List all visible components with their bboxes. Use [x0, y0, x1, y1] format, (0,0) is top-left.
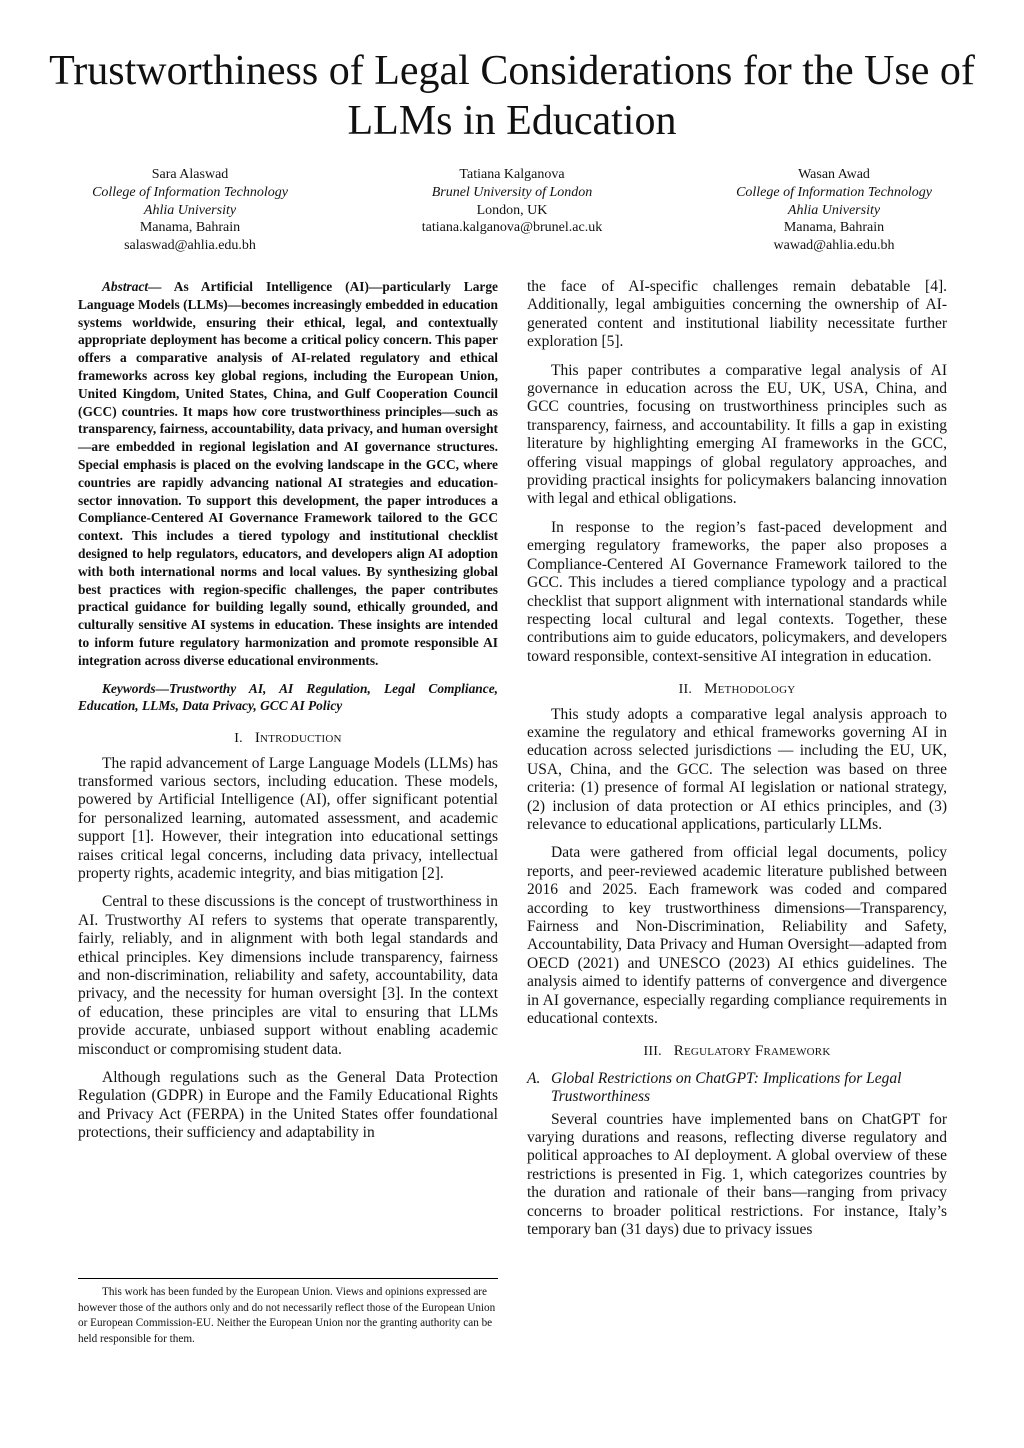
author-location: Manama, Bahrain [139, 220, 241, 236]
author-affiliation: Ahlia University [143, 202, 237, 218]
paragraph: Central to these discussions is the concept of trustworthiness in AI. Trustworthy AI refers to systems that operate transparently, fairly, reliably, and in alignment with both legal standards and ethical principles. Key dimensions include transparency, fairness and non-discrimination, reliability and safety, accountability, data privacy, and the necessity for human oversight [3]. In the context of education, these principles are vital to ensuring that LLMs provide accurate, unbiased support without enabling academic misconduct or compromising student data. [78, 893, 498, 1058]
author-1 [40, 166, 340, 255]
author-block [40, 166, 984, 255]
abstract-text: As Artificial Intelligence (AI)—particularly Large Language Models (LLMs)—becomes increasingly embedded in education systems worldwide, ensuring their ethical, legal, and contextually appropriate deployment has become a critical policy concern. This paper offers a comparative analysis of AI-related regulatory and ethical frameworks across key global regions, including the European Union, United Kingdom, United States, China, and Gulf Cooperation Council (GCC) countries. It maps how core trustworthiness principles—such as transparency, fairness, accountability, data privacy, and human oversight—are embedded in regional legislation and AI governance structures. Special emphasis is placed on the evolving landscape in the GCC, where countries are rapidly advancing national AI strategies and education-sector innovation. To support this development, the paper introduces a Compliance-Centered AI Governance Framework tailored to the GCC context. This includes a tiered typology and institutional checklist designed to help regulators, educators, and developers align AI adoption with both international norms and local values. By synthesizing global best practices with region-specific challenges, the paper contributes practical guidance for building legally sound, ethically grounded, and culturally sensitive AI systems in education. These insights are intended to inform future regulatory harmonization and promote responsible AI integration across diverse educational environments. [78, 279, 498, 668]
author-location: Manama, Bahrain [783, 220, 885, 236]
author-name: Sara Alaswad [151, 167, 229, 182]
author-affiliation: College of Information Technology [736, 184, 932, 200]
section-name: Introduction [254, 730, 342, 747]
author-name: Wasan Awad [798, 167, 870, 182]
right-column [527, 278, 947, 1240]
paragraph: Although regulations such as the General Data Protection Regulation (GDPR) in Europe and the Family Educational Rights and Privacy Act (FERPA) in the United States offer foundational protections, their sufficiency and adaptability in [78, 1069, 498, 1142]
keywords-text: Trustworthy AI, AI Regulation, Legal Compliance, Education, LLMs, Data Privacy, GCC AI Policy [78, 680, 498, 714]
subsection-heading [527, 1070, 947, 1107]
section-number: I. [234, 731, 243, 747]
author-email: tatiana.kalganova@brunel.ac.uk [421, 220, 603, 236]
paragraph: In response to the region’s fast-paced development and emerging regulatory frameworks, the paper also proposes a Compliance-Centered AI Governance Framework tailored to the GCC. This includes a tiered compliance typology and a practical checklist that support alignment with international standards while respecting local cultural and legal contexts. Together, these contributions aim to guide educators, policymakers, and developers toward responsible, context-sensitive AI integration in education. [527, 518, 947, 665]
author-3 [684, 166, 984, 255]
keywords-label: Keywords— [102, 680, 169, 696]
subsection-title: Global Restrictions on ChatGPT: Implications for Legal Trustworthiness [551, 1069, 902, 1106]
author-name: Tatiana Kalganova [459, 167, 565, 182]
section-number: II. [678, 682, 693, 698]
author-2 [362, 166, 662, 255]
section-heading-introduction [78, 729, 498, 748]
author-affiliation: College of Information Technology [92, 184, 288, 200]
section-number: III. [643, 1044, 662, 1060]
author-email: salaswad@ahlia.edu.bh [124, 238, 256, 254]
paragraph: This study adopts a comparative legal analysis approach to examine the regulatory and ethical frameworks governing AI in education across selected jurisdictions — including the EU, UK, USA, China, and the GCC. The selection was based on three criteria: (1) presence of formal AI legislation or national strategy, (2) inclusion of data protection or AI ethics principles, and (3) relevance to educational applications, particularly LLMs. [527, 705, 947, 833]
funding-note: This work has been funded by the European Union. Views and opinions expressed are however those of the authors only and do not necessarily reflect those of the European Union or European Commission-EU. Neither the European Union nor the granting authority can be held responsible for them. [78, 1286, 496, 1345]
section-name: Regulatory Framework [673, 1043, 831, 1060]
section-heading-regulatory-framework [527, 1042, 947, 1061]
keywords [78, 680, 498, 716]
section-heading-methodology [527, 680, 947, 699]
abstract-label: Abstract— [102, 279, 162, 294]
author-affiliation: Brunel University of London [431, 184, 593, 200]
paragraph: This paper contributes a comparative legal analysis of AI governance in education across the EU, UK, USA, China, and GCC countries, focusing on trustworthiness principles such as transparency, fairness, and accountability. It fills a gap in existing literature by highlighting emerging AI frameworks in the GCC, offering visual mappings of global regulatory approaches, and providing practical insights for policymakers balancing innovation with legal and ethical obligations. [527, 361, 947, 508]
paragraph-continuation: the face of AI-specific challenges remain debatable [4]. Additionally, legal ambiguities concerning the ownership of AI-generated content and institutional liability necessitate further exploration [5]. [527, 278, 947, 351]
author-email: wawad@ahlia.edu.bh [773, 238, 895, 254]
section-name: Methodology [704, 681, 796, 698]
author-location: London, UK [476, 202, 548, 218]
author-affiliation: Ahlia University [787, 202, 881, 218]
paragraph: Data were gathered from official legal documents, policy reports, and peer-reviewed academic literature published between 2016 and 2025. Each framework was coded and compared according to key trustworthiness dimensions—Transparency, Fairness and Non-Discrimination, Reliability and Safety, Accountability, Data Privacy and Human Oversight—adapted from OECD (2021) and UNESCO (2023) AI ethics guidelines. The analysis aimed to identify patterns of convergence and divergence in AI governance, especially regarding compliance requirements in educational contexts. [527, 844, 947, 1028]
left-column [78, 278, 498, 1143]
paper-title: Trustworthiness of Legal Considerations for the Use of LLMs in Education [49, 48, 975, 144]
subsection-letter: A. [527, 1069, 541, 1087]
abstract [78, 278, 498, 670]
footnote [78, 1278, 498, 1347]
paragraph: Several countries have implemented bans on ChatGPT for varying durations and reasons, reflecting diverse regulatory and political approaches to AI deployment. A global overview of these restrictions is presented in Fig. 1, which categorizes countries by the duration and rationale of their bans—ranging from privacy concerns to broader political restrictions. For instance, Italy’s temporary ban (31 days) due to privacy issues [527, 1110, 947, 1239]
paragraph: The rapid advancement of Large Language Models (LLMs) has transformed various sectors, including education. These models, powered by Artificial Intelligence (AI), offer significant potential for personalized learning, automated assessment, and academic support [1]. However, their integration into educational settings raises critical legal concerns, including data privacy, intellectual property rights, academic integrity, and bias mitigation [2]. [78, 754, 498, 882]
